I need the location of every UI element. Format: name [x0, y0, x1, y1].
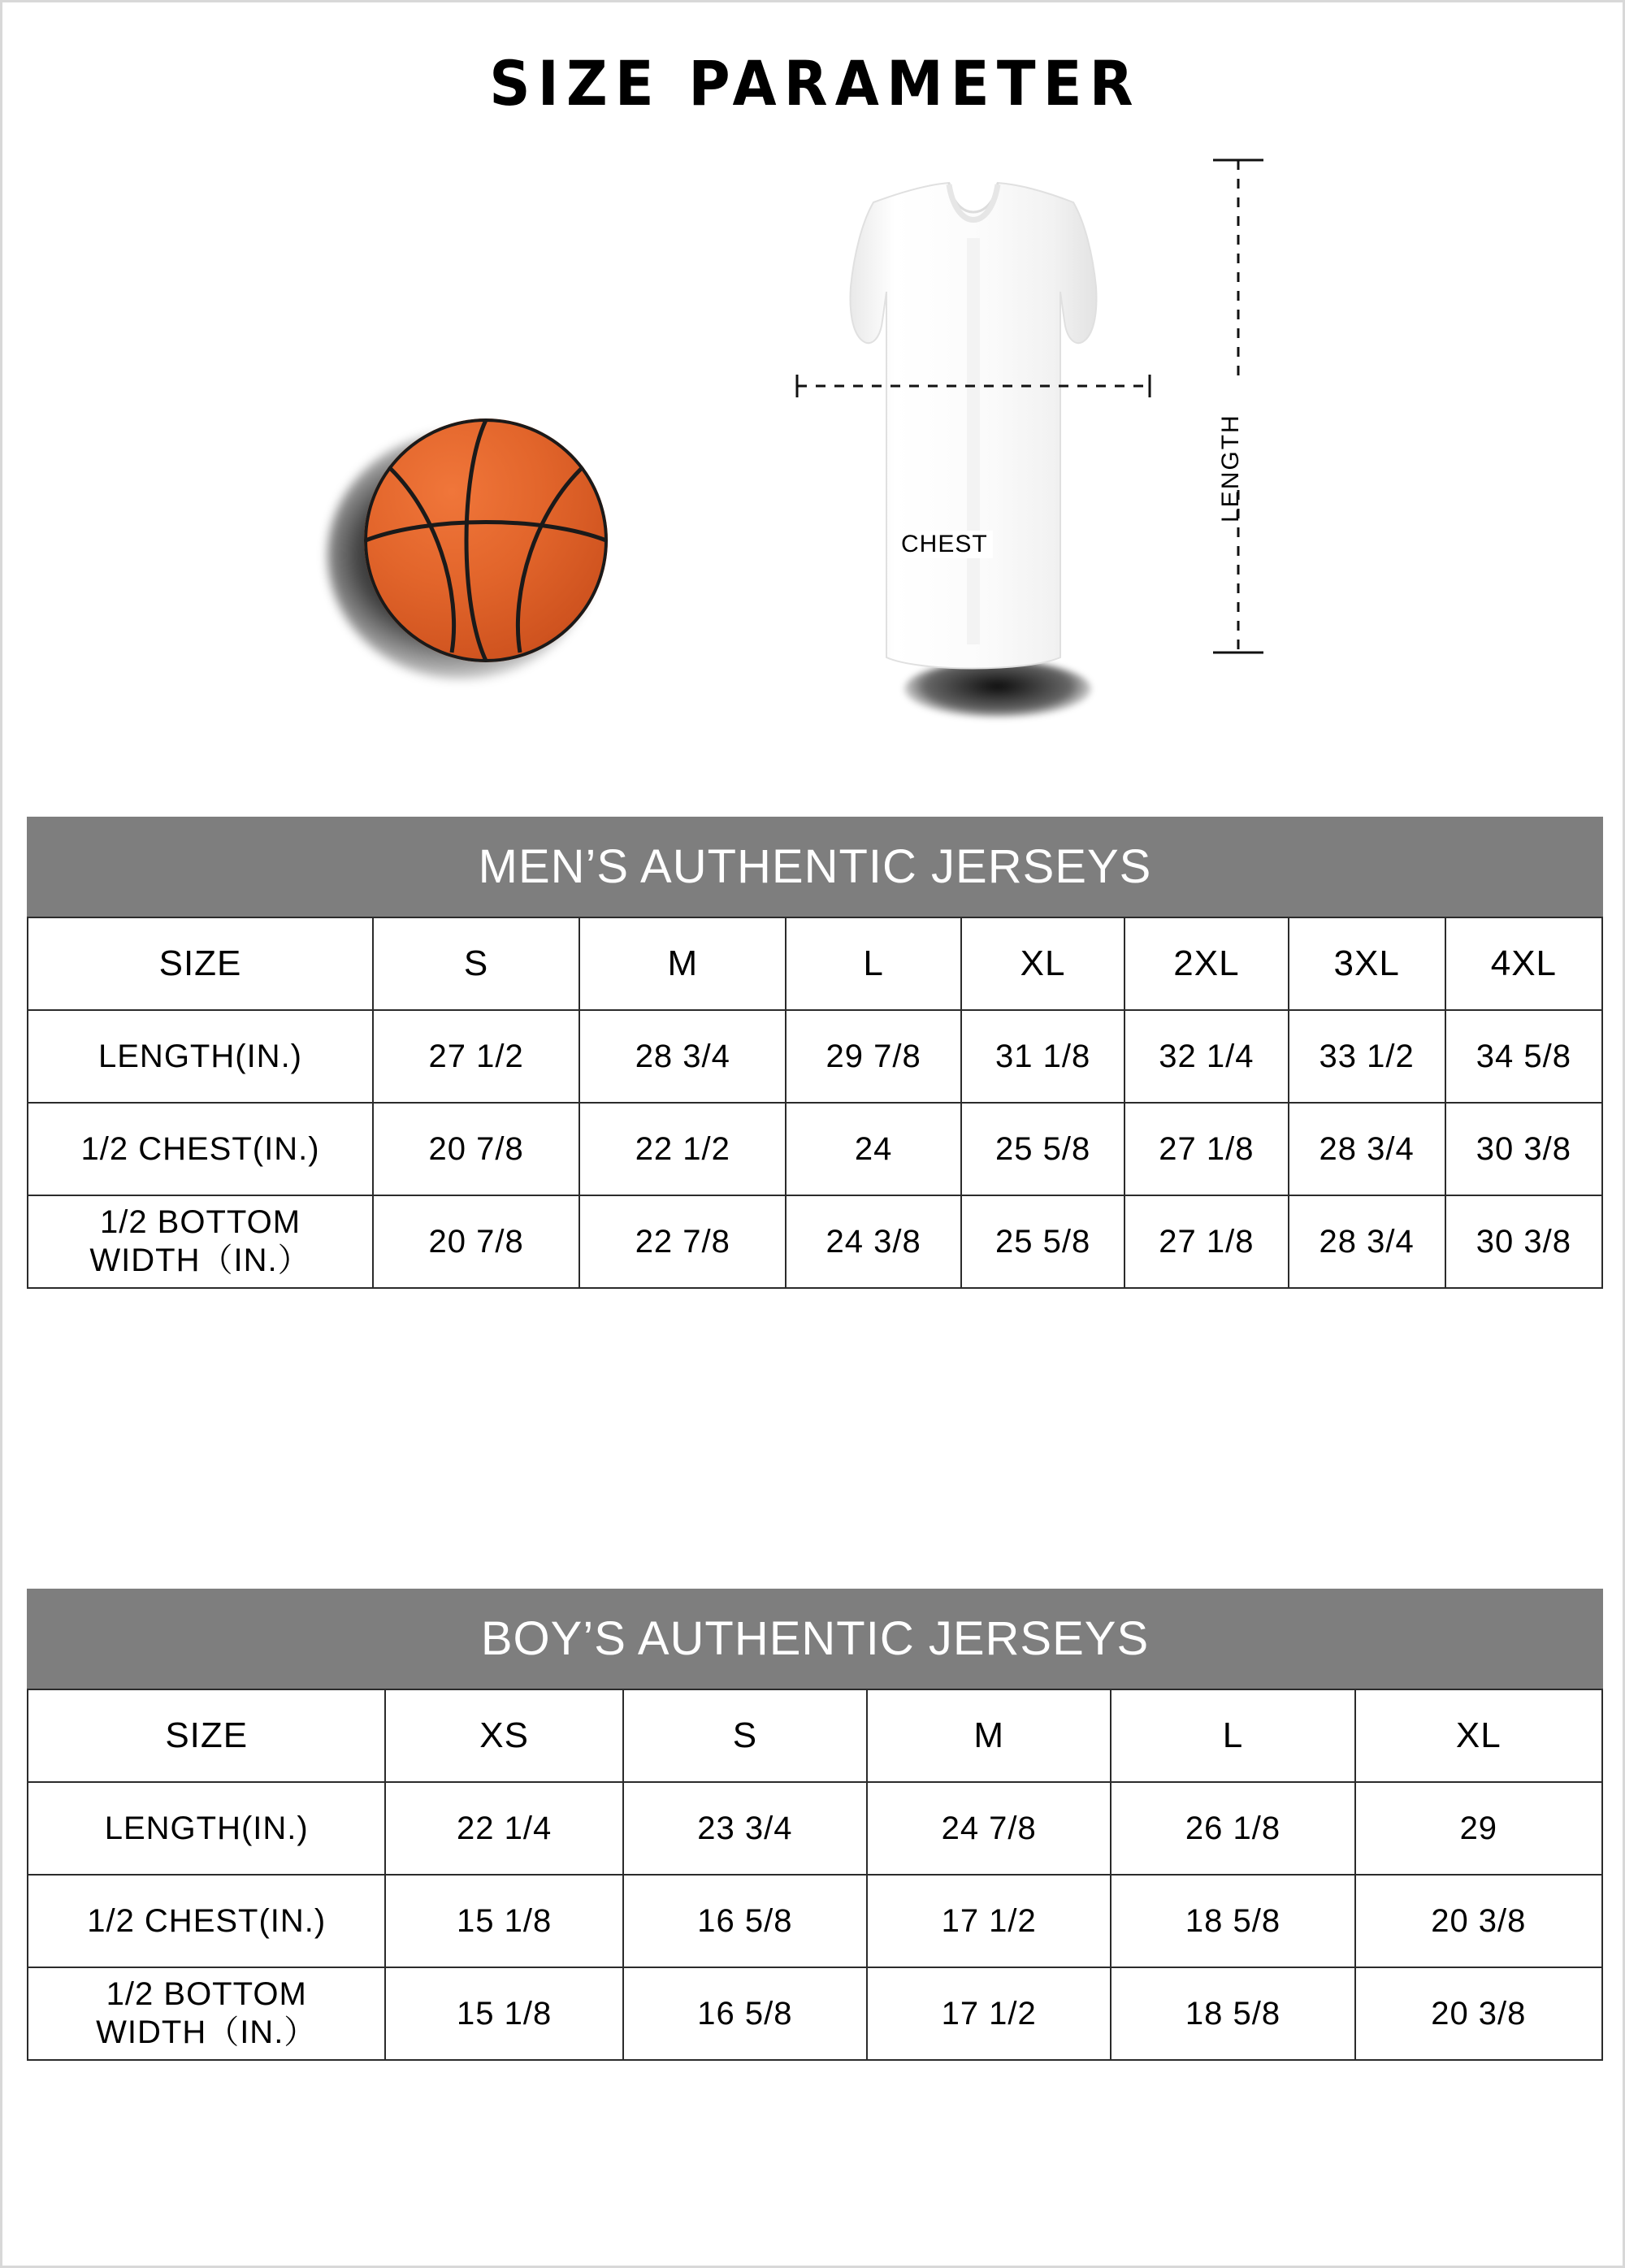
column-header-l: L — [786, 917, 961, 1010]
boys-table-grid — [27, 1689, 1603, 2061]
column-header-s: S — [373, 917, 579, 1010]
cell-bottom-m: 17 1/2 — [867, 1967, 1111, 2060]
mens-table-title: MEN’S AUTHENTIC JERSEYS — [27, 817, 1603, 917]
chest-measure-label: CHEST — [896, 531, 993, 558]
table-row — [28, 1782, 1602, 1875]
row-label-half-chest: 1/2 CHEST(IN.) — [28, 1103, 373, 1195]
jersey-shape-icon — [782, 173, 1164, 742]
boys-size-table — [27, 1589, 1603, 2061]
basketball-ball — [364, 418, 608, 662]
row-label-line1: 1/2 BOTTOM — [99, 1203, 301, 1240]
cell-bottom-xl: 20 3/8 — [1355, 1967, 1602, 2060]
cell-bottom-xs: 15 1/8 — [385, 1967, 622, 2060]
cell-length-xl: 29 — [1355, 1782, 1602, 1875]
cell-chest-m: 17 1/2 — [867, 1875, 1111, 1967]
mens-size-table — [27, 817, 1603, 1289]
row-label-line2: WIDTH（IN.） — [89, 1242, 311, 1278]
table-row — [28, 1103, 1602, 1195]
cell-chest-xl: 20 3/8 — [1355, 1875, 1602, 1967]
column-header-4xl: 4XL — [1445, 917, 1602, 1010]
column-header-xl: XL — [961, 917, 1124, 1010]
cell-length-m: 24 7/8 — [867, 1782, 1111, 1875]
cell-length-xs: 22 1/4 — [385, 1782, 622, 1875]
column-header-3xl: 3XL — [1289, 917, 1445, 1010]
cell-chest-4xl: 30 3/8 — [1445, 1103, 1602, 1195]
column-header-m: M — [579, 917, 786, 1010]
boys-table-title: BOY’S AUTHENTIC JERSEYS — [27, 1589, 1603, 1689]
row-label-length: LENGTH(IN.) — [28, 1782, 385, 1875]
row-label-line2: WIDTH（IN.） — [96, 2014, 318, 2050]
row-label-length: LENGTH(IN.) — [28, 1010, 373, 1103]
cell-length-l: 29 7/8 — [786, 1010, 961, 1103]
cell-bottom-m: 22 7/8 — [579, 1195, 786, 1288]
cell-bottom-l: 18 5/8 — [1111, 1967, 1354, 2060]
column-header-l: L — [1111, 1689, 1354, 1782]
cell-length-s: 23 3/4 — [623, 1782, 867, 1875]
column-header-m: M — [867, 1689, 1111, 1782]
cell-length-xl: 31 1/8 — [961, 1010, 1124, 1103]
cell-length-m: 28 3/4 — [579, 1010, 786, 1103]
cell-chest-l: 24 — [786, 1103, 961, 1195]
row-label-half-chest: 1/2 CHEST(IN.) — [28, 1875, 385, 1967]
page-title: SIZE PARAMETER — [489, 47, 1141, 119]
cell-chest-3xl: 28 3/4 — [1289, 1103, 1445, 1195]
cell-length-3xl: 33 1/2 — [1289, 1010, 1445, 1103]
cell-chest-xs: 15 1/8 — [385, 1875, 622, 1967]
basketball-lines-icon — [364, 418, 608, 662]
column-header-s: S — [623, 1689, 867, 1782]
table-row — [28, 1875, 1602, 1967]
cell-bottom-l: 24 3/8 — [786, 1195, 961, 1288]
cell-chest-l: 18 5/8 — [1111, 1875, 1354, 1967]
cell-length-s: 27 1/2 — [373, 1010, 579, 1103]
cell-bottom-xl: 25 5/8 — [961, 1195, 1124, 1288]
cell-bottom-s: 20 7/8 — [373, 1195, 579, 1288]
table-row — [28, 917, 1602, 1010]
length-measure-label: LENGTH — [1217, 414, 1244, 523]
cell-chest-s: 16 5/8 — [623, 1875, 867, 1967]
cell-length-2xl: 32 1/4 — [1124, 1010, 1288, 1103]
cell-chest-s: 20 7/8 — [373, 1103, 579, 1195]
row-label-half-bottom-width — [28, 1967, 385, 2060]
cell-chest-m: 22 1/2 — [579, 1103, 786, 1195]
column-header-xs: XS — [385, 1689, 622, 1782]
cell-bottom-s: 16 5/8 — [623, 1967, 867, 2060]
cell-length-l: 26 1/8 — [1111, 1782, 1354, 1875]
table-row — [28, 1967, 1602, 2060]
cell-chest-2xl: 27 1/8 — [1124, 1103, 1288, 1195]
basketball-icon — [327, 409, 620, 701]
row-label-line1: 1/2 BOTTOM — [106, 1975, 307, 2012]
table-row — [28, 1195, 1602, 1288]
table-row — [28, 1010, 1602, 1103]
jersey-icon — [782, 173, 1164, 758]
illustration-area — [2, 149, 1625, 766]
mens-table-grid — [27, 917, 1603, 1289]
column-header-xl: XL — [1355, 1689, 1602, 1782]
table-row — [28, 1689, 1602, 1782]
cell-bottom-4xl: 30 3/8 — [1445, 1195, 1602, 1288]
cell-bottom-2xl: 27 1/8 — [1124, 1195, 1288, 1288]
column-header-size: SIZE — [28, 1689, 385, 1782]
column-header-2xl: 2XL — [1124, 917, 1288, 1010]
column-header-size: SIZE — [28, 917, 373, 1010]
row-label-half-bottom-width — [28, 1195, 373, 1288]
cell-length-4xl: 34 5/8 — [1445, 1010, 1602, 1103]
cell-chest-xl: 25 5/8 — [961, 1103, 1124, 1195]
cell-bottom-3xl: 28 3/4 — [1289, 1195, 1445, 1288]
